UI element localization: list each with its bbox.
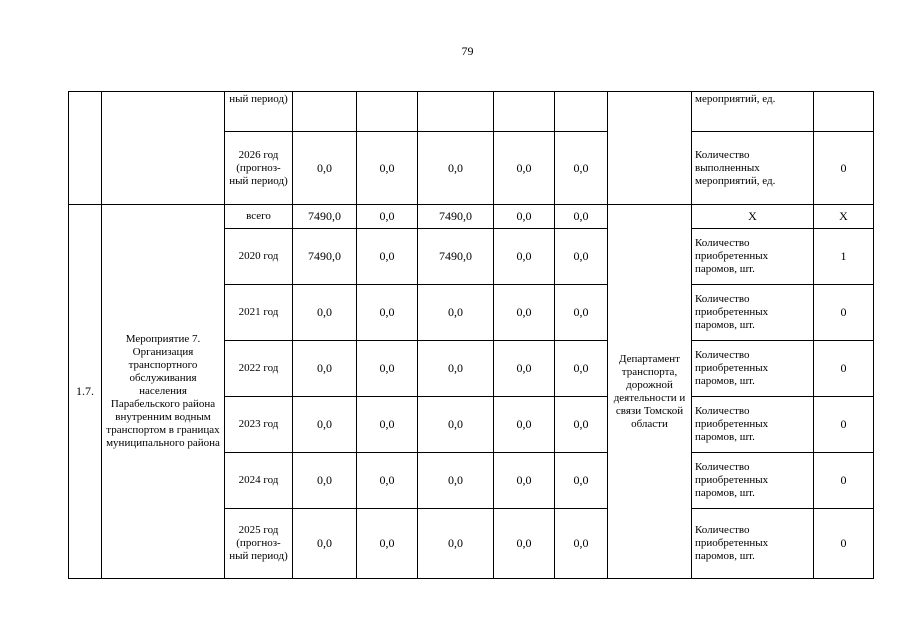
amount-cell: 7490,0 <box>418 205 494 229</box>
amount-cell: 0,0 <box>357 132 418 205</box>
amount-cell: 0,0 <box>418 397 494 453</box>
year-cell: 2020 год <box>225 229 293 285</box>
amount-cell <box>418 92 494 132</box>
indicator-cell: Количество выполненных мероприятий, ед. <box>692 132 814 205</box>
prev-number-cell <box>69 92 102 205</box>
amount-cell: 0,0 <box>418 285 494 341</box>
amount-cell: 0,0 <box>555 132 608 205</box>
year-cell: 2026 год (прогноз-ный период) <box>225 132 293 205</box>
amount-cell: 0,0 <box>357 453 418 509</box>
year-cell: всего <box>225 205 293 229</box>
amount-cell: 0,0 <box>494 509 555 579</box>
indicator-cell: Количество приобретенных паромов, шт. <box>692 453 814 509</box>
year-cell: ный период) <box>225 92 293 132</box>
amount-cell: 7490,0 <box>293 205 357 229</box>
amount-cell: 0,0 <box>494 285 555 341</box>
amount-cell: 0,0 <box>555 205 608 229</box>
year-cell: 2025 год (прогноз-ный период) <box>225 509 293 579</box>
amount-cell: 0,0 <box>555 453 608 509</box>
amount-cell: 0,0 <box>494 132 555 205</box>
indicator-value-cell: 0 <box>814 285 874 341</box>
amount-cell: 0,0 <box>494 229 555 285</box>
amount-cell: 0,0 <box>293 453 357 509</box>
amount-cell: 0,0 <box>555 397 608 453</box>
indicator-value-cell: Х <box>814 205 874 229</box>
prev-name-cell <box>102 92 225 205</box>
year-cell: 2021 год <box>225 285 293 341</box>
amount-cell: 0,0 <box>418 132 494 205</box>
program-activities-table <box>68 91 874 579</box>
indicator-cell: Количество приобретенных паромов, шт. <box>692 397 814 453</box>
amount-cell: 0,0 <box>357 509 418 579</box>
amount-cell: 0,0 <box>293 341 357 397</box>
year-cell: 2023 год <box>225 397 293 453</box>
indicator-value-cell: 0 <box>814 509 874 579</box>
amount-cell <box>293 92 357 132</box>
page-number: 79 <box>461 44 474 58</box>
amount-cell: 0,0 <box>293 132 357 205</box>
amount-cell <box>555 92 608 132</box>
activity-number: 1.7. <box>69 205 102 579</box>
amount-cell: 0,0 <box>357 285 418 341</box>
indicator-value-cell: 0 <box>814 397 874 453</box>
year-cell: 2024 год <box>225 453 293 509</box>
amount-cell: 0,0 <box>357 205 418 229</box>
indicator-cell: Количество приобретенных паромов, шт. <box>692 341 814 397</box>
amount-cell: 0,0 <box>293 509 357 579</box>
indicator-cell: мероприятий, ед. <box>692 92 814 132</box>
amount-cell: 0,0 <box>555 285 608 341</box>
table-row <box>69 92 874 132</box>
amount-cell: 0,0 <box>357 397 418 453</box>
executor-cell: Департамент транспорта, дорожной деятельности и связи Томской области <box>608 205 692 579</box>
amount-cell: 0,0 <box>494 453 555 509</box>
prev-executor-cell <box>608 92 692 205</box>
indicator-value-cell: 0 <box>814 453 874 509</box>
activity-name: Мероприятие 7. Организация транспортного обслуживания населения Парабельского района внутренним водным транспортом в границах муниципального района <box>102 205 225 579</box>
amount-cell: 0,0 <box>555 341 608 397</box>
amount-cell: 0,0 <box>418 341 494 397</box>
amount-cell: 0,0 <box>418 453 494 509</box>
indicator-value-cell: 1 <box>814 229 874 285</box>
amount-cell: 0,0 <box>357 229 418 285</box>
indicator-cell: Количество приобретенных паромов, шт. <box>692 285 814 341</box>
indicator-value-cell: 0 <box>814 132 874 205</box>
indicator-value-cell: 0 <box>814 341 874 397</box>
amount-cell: 0,0 <box>293 397 357 453</box>
amount-cell <box>357 92 418 132</box>
indicator-value-cell <box>814 92 874 132</box>
table-row <box>69 205 874 229</box>
amount-cell: 7490,0 <box>293 229 357 285</box>
amount-cell: 0,0 <box>494 397 555 453</box>
amount-cell: 0,0 <box>293 285 357 341</box>
amount-cell: 0,0 <box>494 341 555 397</box>
indicator-cell: Количество приобретенных паромов, шт. <box>692 229 814 285</box>
amount-cell <box>494 92 555 132</box>
amount-cell: 0,0 <box>555 229 608 285</box>
amount-cell: 7490,0 <box>418 229 494 285</box>
indicator-cell: Количество приобретенных паромов, шт. <box>692 509 814 579</box>
year-cell: 2022 год <box>225 341 293 397</box>
indicator-cell: Х <box>692 205 814 229</box>
amount-cell: 0,0 <box>555 509 608 579</box>
amount-cell: 0,0 <box>357 341 418 397</box>
amount-cell: 0,0 <box>494 205 555 229</box>
amount-cell: 0,0 <box>418 509 494 579</box>
